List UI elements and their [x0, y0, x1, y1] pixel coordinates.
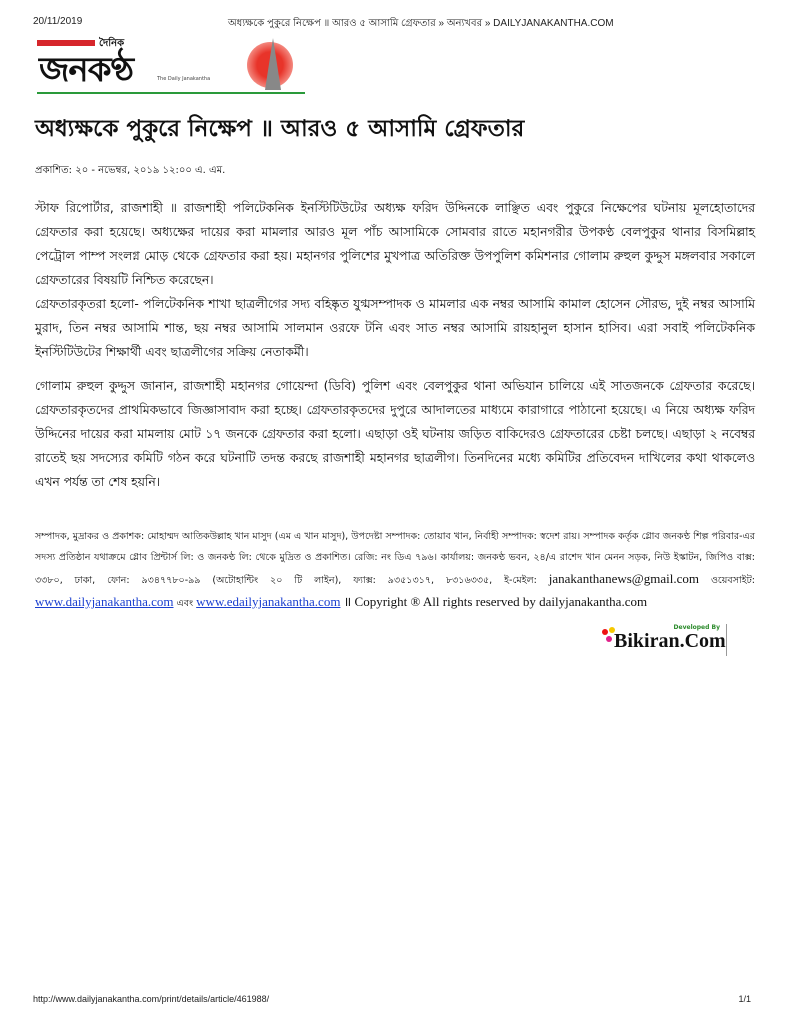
- page-number: 1/1: [738, 994, 751, 1004]
- link-dailyjanakantha[interactable]: www.dailyjanakantha.com: [35, 594, 174, 609]
- dot-icon: [602, 629, 608, 635]
- copyright-text: ॥ Copyright ® All rights reserved by dailyjanakantha.com: [343, 594, 648, 609]
- logo-tagline: The Daily Janakantha: [157, 76, 211, 82]
- article-paragraph: গোলাম রুহুল কুদ্দুস জানান, রাজশাহী মহানগর গোয়েন্দা (ডিবি) পুলিশ এবং বেলপুকুর থানা অভিযান চালিয়ে এই সাতজনকে গ্রেফতার করেছে। গ্রেফতারকৃতদের প্রাথমিকভাবে জিজ্ঞাসাবাদ করা হচ্ছে। গ্রেফতারকৃতদের দুপুরে আদালতের মাধ্যমে কারাগারে পাঠানো হয়েছে। এ নিয়ে অধ্যক্ষ ফরিদ উদ্দিনের দায়ের করা মামলায় মোট ১৭ জনকে গ্রেফতার করা হলো। এছাড়া ওই ঘটনায় জড়িত বাকিদেরও গ্রেফতারের চেষ্টা চলছে। এছাড়া ২ নবেম্বর রাতেই ছয় সদস্যের কমিটি গঠন করে ঘটনাটি তদন্ত করছে রাজশাহী মহানগর ছাত্রলীগ। তিনদিনের মধ্যে কমিটির প্রতিবেদন দাখিলের কথা থাকলেও এখন পর্যন্ত তা শেষ হয়নি।: [35, 379, 755, 489]
- developer-logo[interactable]: [600, 624, 727, 656]
- footer-imprint: [35, 526, 755, 614]
- developer-name: Bikiran.Com: [614, 630, 726, 652]
- developed-by-label: Developed By: [673, 624, 720, 631]
- print-url: http://www.dailyjanakantha.com/print/details/article/461988/: [33, 994, 270, 1004]
- article-paragraph: গ্রেফতারকৃতরা হলো- পলিটেকনিক শাখা ছাত্রলীগের সদ্য বহিষ্কৃত যুগ্মসম্পাদক ও মামলার এক নম্বর আসামি কামাল হোসেন সৌরভ, দুই নম্বর আসামি মুরাদ, তিন নম্বর আসামি শান্ত, ছয় নম্বর আসামি সালমান ওরফে টনি এবং সাত নম্বর আসামি রায়হানুল হাসান হাসিব। এরা সবাই পলিটেকনিক ইনস্টিটিউটের শিক্ষার্থী এবং ছাত্রলীগের সক্রিয় নেতাকর্মী।: [35, 297, 755, 359]
- dot-icon: [606, 636, 612, 642]
- print-date: 20/11/2019: [33, 16, 83, 27]
- imprint-text: সম্পাদক, মুদ্রাকর ও প্রকাশক: মোহাম্মদ আতিকউল্লাহ খান মাসুদ (এম এ খান মাসুদ), উপদেষ্টা সম্পাদক: তোয়াব খান, নির্বাহী সম্পাদক: স্বদেশ রায়। সম্পাদক কর্তৃক গ্লোব জনকণ্ঠ শিল্প পরিবার-এর সদস্য প্রতিষ্ঠান যথাক্রমে গ্লোব প্রিন্টার্স লি: ও জনকণ্ঠ লি: থেকে মুদ্রিত ও প্রকাশিত। রেজি: নং ডিএ ৭৯৬। কার্যালয়: জনকণ্ঠ ভবন, ২৪/এ রাশেদ খান মেনন সড়ক, নিউ ইস্কাটন, জিপিও বাক্স: ৩৩৮০, ঢাকা, ফোন: ৯৩৪৭৭৮০-৯৯ (অটোহান্টিং ২০ টি লাইন), ফ্যাক্স: ৯৩৫১৩১৭, ৮৩১৬৩৩৫, ই-মেইল:: [35, 531, 755, 586]
- logo-small-text: দৈনিক: [99, 38, 125, 49]
- logo-name: জনকণ্ঠ: [39, 50, 134, 90]
- link-edailyjanakantha[interactable]: www.edailyjanakantha.com: [196, 594, 341, 609]
- footer-email: janakanthanews@gmail.com: [548, 571, 699, 586]
- published-date: প্রকাশিত: ২০ - নভেম্বর, ২০১৯ ১২:০০ এ. এম.: [35, 165, 226, 176]
- website-label: ওয়েবসাইট:: [710, 575, 755, 586]
- article-paragraph: স্টাফ রিপোর্টার, রাজশাহী ॥ রাজশাহী পলিটেকনিক ইনস্টিটিউটের অধ্যক্ষ ফরিদ উদ্দিনকে লাঞ্ছিত এবং পুকুরে নিক্ষেপের ঘটনায় মূলহোতাদের গ্রেফতার করা হয়েছে। অধ্যক্ষের দায়ের করা মামলার আরও মূল পাঁচ আসামিকে সোমবার রাতে মহানগরীর উপকণ্ঠ বেলপুকুর থানার বিসমিল্লাহ পেট্রোল পাম্প সংলগ্ন মোড় থেকে গ্রেফতার করা হয়। মহানগর পুলিশের মুখপাত্র অতিরিক্ত উপপুলিশ কমিশনার গোলাম রুহুল কুদ্দুস মঙ্গলবার সকালে গ্রেফতারের বিষয়টি নিশ্চিত করেছেন।: [35, 201, 755, 287]
- and-text: এবং: [176, 598, 194, 609]
- logo-monument-icon: [265, 38, 281, 90]
- janakantha-logo[interactable]: [37, 38, 305, 94]
- print-page-title: অধ্যক্ষকে পুকুরে নিক্ষেপ ॥ আরও ৫ আসামি গ্রেফতার » অন্যখবর » DAILYJANAKANTHA.COM: [228, 18, 614, 29]
- article-title: অধ্যক্ষকে পুকুরে নিক্ষেপ ॥ আরও ৫ আসামি গ্রেফতার: [35, 116, 525, 142]
